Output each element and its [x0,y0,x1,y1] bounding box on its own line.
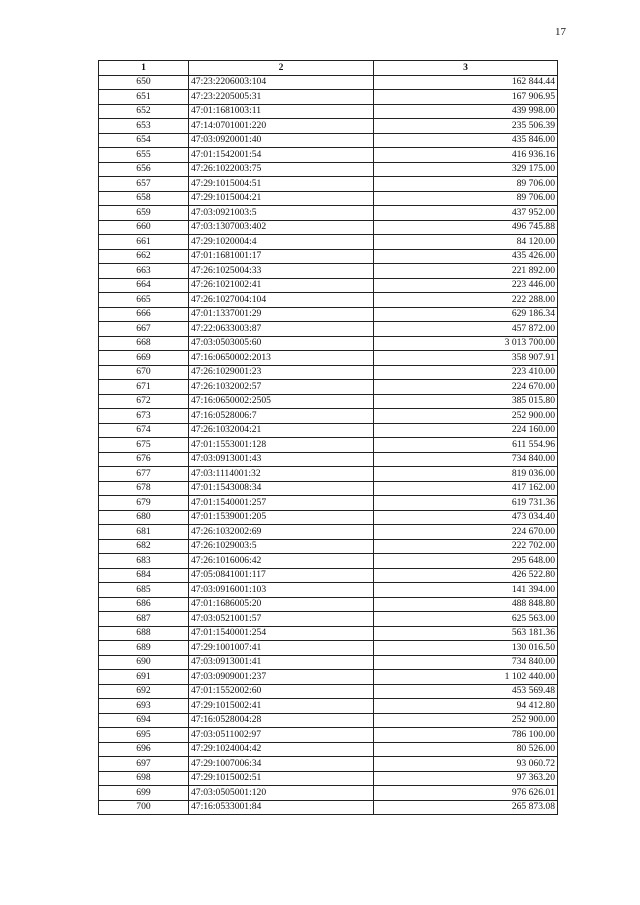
value-cell: 130 016.50 [374,641,558,656]
cadastral-number-cell: 47:23:2206003:104 [189,75,374,90]
table-row [99,278,558,293]
row-number-cell: 672 [99,394,189,409]
value-cell: 97 363.20 [374,771,558,786]
value-cell: 224 160.00 [374,423,558,438]
cadastral-number-cell: 47:26:1025004:33 [189,264,374,279]
cadastral-number-cell: 47:03:0921003:5 [189,206,374,221]
cadastral-number-cell: 47:26:1022003:75 [189,162,374,177]
cadastral-number-cell: 47:01:1543008:34 [189,481,374,496]
value-cell: 265 873.08 [374,800,558,815]
table-row [99,249,558,264]
value-cell: 252 900.00 [374,713,558,728]
cadastral-number-cell: 47:03:0511002:97 [189,728,374,743]
row-number-cell: 674 [99,423,189,438]
table-row [99,293,558,308]
value-cell: 295 648.00 [374,554,558,569]
table-row [99,771,558,786]
cadastral-number-cell: 47:16:0650002:2013 [189,351,374,366]
row-number-cell: 679 [99,496,189,511]
cadastral-number-cell: 47:29:1015004:51 [189,177,374,192]
row-number-cell: 653 [99,119,189,134]
value-cell: 786 100.00 [374,728,558,743]
value-cell: 435 426.00 [374,249,558,264]
value-cell: 167 906.95 [374,90,558,105]
cadastral-number-cell: 47:26:1032004:21 [189,423,374,438]
cadastral-number-cell: 47:03:0503005:60 [189,336,374,351]
table-row [99,670,558,685]
table-row [99,728,558,743]
row-number-cell: 697 [99,757,189,772]
cadastral-number-cell: 47:03:0920001:40 [189,133,374,148]
table-row [99,612,558,627]
cadastral-number-cell: 47:23:2205005:31 [189,90,374,105]
cadastral-number-cell: 47:29:1007006:34 [189,757,374,772]
cadastral-number-cell: 47:03:1307003:402 [189,220,374,235]
cadastral-number-cell: 47:29:1015002:41 [189,699,374,714]
row-number-cell: 654 [99,133,189,148]
cadastral-number-cell: 47:05:0841001:117 [189,568,374,583]
value-cell: 222 288.00 [374,293,558,308]
cadastral-number-cell: 47:16:0650002:2505 [189,394,374,409]
row-number-cell: 686 [99,597,189,612]
row-number-cell: 684 [99,568,189,583]
row-number-cell: 676 [99,452,189,467]
table-row [99,713,558,728]
row-number-cell: 696 [99,742,189,757]
value-cell: 223 410.00 [374,365,558,380]
table-row [99,568,558,583]
row-number-cell: 663 [99,264,189,279]
row-number-cell: 678 [99,481,189,496]
table-row [99,177,558,192]
table-row [99,336,558,351]
table-row [99,467,558,482]
row-number-cell: 683 [99,554,189,569]
value-cell: 1 102 440.00 [374,670,558,685]
value-cell: 611 554.96 [374,438,558,453]
cadastral-number-cell: 47:01:1540001:257 [189,496,374,511]
table-row [99,597,558,612]
value-cell: 416 936.16 [374,148,558,163]
table-row [99,206,558,221]
row-number-cell: 655 [99,148,189,163]
value-cell: 224 670.00 [374,380,558,395]
table-row [99,104,558,119]
cadastral-number-cell: 47:01:1681003:11 [189,104,374,119]
cadastral-number-cell: 47:14:0701001:220 [189,119,374,134]
row-number-cell: 658 [99,191,189,206]
table-row [99,394,558,409]
value-cell: 629 186.34 [374,307,558,322]
table-row [99,655,558,670]
cadastral-number-cell: 47:29:1020004:4 [189,235,374,250]
cadastral-number-cell: 47:01:1540001:254 [189,626,374,641]
value-cell: 84 120.00 [374,235,558,250]
table-row [99,264,558,279]
table-row [99,525,558,540]
value-cell: 385 015.80 [374,394,558,409]
row-number-cell: 689 [99,641,189,656]
column-header-cadastral-number: 2 [189,61,374,76]
row-number-cell: 692 [99,684,189,699]
row-number-cell: 700 [99,800,189,815]
cadastral-number-cell: 47:26:1029003:5 [189,539,374,554]
table-row [99,75,558,90]
row-number-cell: 651 [99,90,189,105]
table-row [99,786,558,801]
row-number-cell: 671 [99,380,189,395]
cadastral-number-cell: 47:26:1016006:42 [189,554,374,569]
value-cell: 93 060.72 [374,757,558,772]
row-number-cell: 668 [99,336,189,351]
value-cell: 734 840.00 [374,452,558,467]
table-row [99,438,558,453]
cadastral-number-cell: 47:03:0913001:41 [189,655,374,670]
table-row [99,496,558,511]
cadastral-number-cell: 47:29:1015004:21 [189,191,374,206]
row-number-cell: 699 [99,786,189,801]
row-number-cell: 694 [99,713,189,728]
value-cell: 417 162.00 [374,481,558,496]
cadastral-number-cell: 47:03:0521001:57 [189,612,374,627]
table-row [99,684,558,699]
value-cell: 488 848.80 [374,597,558,612]
table-row [99,423,558,438]
row-number-cell: 656 [99,162,189,177]
value-cell: 235 506.39 [374,119,558,134]
row-number-cell: 666 [99,307,189,322]
value-cell: 222 702.00 [374,539,558,554]
column-header-value: 3 [374,61,558,76]
table-row [99,641,558,656]
table-row [99,380,558,395]
cadastral-number-cell: 47:03:1114001:32 [189,467,374,482]
table-header-row [99,61,558,76]
table-row [99,481,558,496]
table-row [99,351,558,366]
row-number-cell: 691 [99,670,189,685]
row-number-cell: 675 [99,438,189,453]
row-number-cell: 693 [99,699,189,714]
cadastral-number-cell: 47:01:1337001:29 [189,307,374,322]
table-row [99,800,558,815]
value-cell: 819 036.00 [374,467,558,482]
cadastral-number-cell: 47:01:1681001:17 [189,249,374,264]
table-row [99,757,558,772]
row-number-cell: 681 [99,525,189,540]
value-cell: 329 175.00 [374,162,558,177]
table-row [99,699,558,714]
cadastral-number-cell: 47:29:1001007:41 [189,641,374,656]
table-row [99,742,558,757]
row-number-cell: 677 [99,467,189,482]
row-number-cell: 659 [99,206,189,221]
row-number-cell: 657 [99,177,189,192]
value-cell: 252 900.00 [374,409,558,424]
table-row [99,626,558,641]
value-cell: 473 034.40 [374,510,558,525]
value-cell: 437 952.00 [374,206,558,221]
cadastral-value-table [98,60,558,815]
table-row [99,409,558,424]
cadastral-number-cell: 47:01:1552002:60 [189,684,374,699]
table-row [99,235,558,250]
value-cell: 162 844.44 [374,75,558,90]
cadastral-number-cell: 47:03:0505001:120 [189,786,374,801]
value-cell: 223 446.00 [374,278,558,293]
value-cell: 80 526.00 [374,742,558,757]
cadastral-number-cell: 47:01:1542001:54 [189,148,374,163]
value-cell: 563 181.36 [374,626,558,641]
table-row [99,539,558,554]
row-number-cell: 687 [99,612,189,627]
page-number: 17 [555,26,566,38]
value-cell: 496 745.88 [374,220,558,235]
cadastral-number-cell: 47:26:1029001:23 [189,365,374,380]
value-cell: 141 394.00 [374,583,558,598]
row-number-cell: 665 [99,293,189,308]
row-number-cell: 670 [99,365,189,380]
row-number-cell: 685 [99,583,189,598]
cadastral-number-cell: 47:22:0633003:87 [189,322,374,337]
cadastral-number-cell: 47:26:1027004:104 [189,293,374,308]
table-row [99,119,558,134]
row-number-cell: 680 [99,510,189,525]
row-number-cell: 698 [99,771,189,786]
table-row [99,220,558,235]
value-cell: 221 892.00 [374,264,558,279]
column-header-number: 1 [99,61,189,76]
value-cell: 625 563.00 [374,612,558,627]
row-number-cell: 664 [99,278,189,293]
table-body [99,75,558,815]
table-row [99,365,558,380]
cadastral-number-cell: 47:03:0909001:237 [189,670,374,685]
table-row [99,90,558,105]
row-number-cell: 650 [99,75,189,90]
table-row [99,452,558,467]
row-number-cell: 690 [99,655,189,670]
cadastral-number-cell: 47:01:1553001:128 [189,438,374,453]
cadastral-number-cell: 47:26:1021002:41 [189,278,374,293]
value-cell: 976 626.01 [374,786,558,801]
table-row [99,510,558,525]
table-row [99,583,558,598]
table-row [99,554,558,569]
cadastral-number-cell: 47:26:1032002:57 [189,380,374,395]
row-number-cell: 660 [99,220,189,235]
row-number-cell: 695 [99,728,189,743]
cadastral-number-cell: 47:26:1032002:69 [189,525,374,540]
row-number-cell: 688 [99,626,189,641]
value-cell: 358 907.91 [374,351,558,366]
cadastral-number-cell: 47:16:0533001:84 [189,800,374,815]
table-row [99,191,558,206]
table-row [99,162,558,177]
value-cell: 457 872.00 [374,322,558,337]
value-cell: 426 522.80 [374,568,558,583]
value-cell: 89 706.00 [374,177,558,192]
row-number-cell: 673 [99,409,189,424]
cadastral-number-cell: 47:16:0528006:7 [189,409,374,424]
cadastral-number-cell: 47:29:1024004:42 [189,742,374,757]
table-row [99,133,558,148]
cadastral-number-cell: 47:03:0916001:103 [189,583,374,598]
table-row [99,148,558,163]
value-cell: 734 840.00 [374,655,558,670]
row-number-cell: 662 [99,249,189,264]
value-cell: 619 731.36 [374,496,558,511]
value-cell: 435 846.00 [374,133,558,148]
row-number-cell: 661 [99,235,189,250]
cadastral-number-cell: 47:03:0913001:43 [189,452,374,467]
value-cell: 3 013 700.00 [374,336,558,351]
cadastral-number-cell: 47:01:1539001:205 [189,510,374,525]
row-number-cell: 667 [99,322,189,337]
value-cell: 439 998.00 [374,104,558,119]
row-number-cell: 669 [99,351,189,366]
table-row [99,307,558,322]
cadastral-number-cell: 47:01:1686005:20 [189,597,374,612]
row-number-cell: 682 [99,539,189,554]
value-cell: 224 670.00 [374,525,558,540]
cadastral-number-cell: 47:16:0528004:28 [189,713,374,728]
value-cell: 94 412.80 [374,699,558,714]
row-number-cell: 652 [99,104,189,119]
value-cell: 89 706.00 [374,191,558,206]
table-row [99,322,558,337]
value-cell: 453 569.48 [374,684,558,699]
cadastral-number-cell: 47:29:1015002:51 [189,771,374,786]
